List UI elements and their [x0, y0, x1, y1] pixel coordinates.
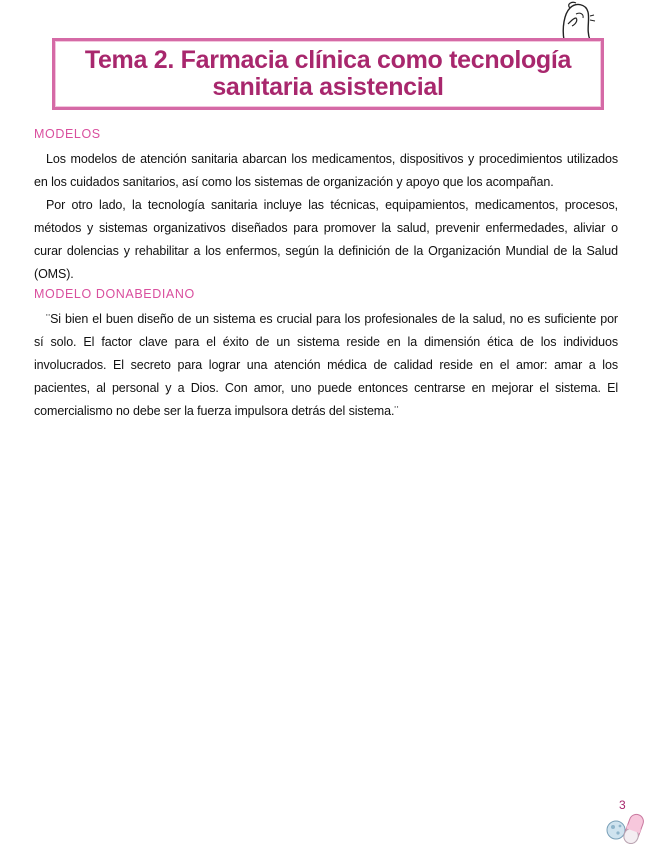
page-title-line-2: sanitaria asistencial: [212, 73, 444, 101]
section-modelo-donabediano: [34, 286, 618, 423]
section-heading: MODELOS: [34, 127, 101, 141]
paragraph: Por otro lado, la tecnología sanitaria incluye las técnicas, equipamientos, medicamentos, procesos, métodos y sistemas organizativos diseñados para promover la salud, prevenir enfermedades, aliviar o curar dolencias y rehabilitar a los enfermos, según la definición de la Organización Mundial de la Salud (OMS).: [34, 198, 618, 281]
page-number: 3: [619, 798, 626, 812]
paragraph: ¨Si bien el buen diseño de un sistema es crucial para los profesionales de la salud, no es suficiente por sí solo. El factor clave para el éxito de un sistema reside en la dimensión ética de los individuos involucrados. El secreto para lograr una atención médica de calidad reside en el amor: amar a los pacientes, al personal y a Dios. Con amor, uno puede entonces centrarse en mejorar el sistema. El comercialismo no debe ser la fuerza impulsora detrás del sistema.¨: [34, 312, 618, 418]
paragraph: Los modelos de atención sanitaria abarcan los medicamentos, dispositivos y procedimientos utilizados en los cuidados sanitarios, así como los sistemas de organización y apoyo que los acompañan.: [34, 152, 618, 189]
document-body: [34, 126, 618, 423]
page-title-line-1: Tema 2. Farmacia clínica como tecnología: [84, 46, 572, 74]
section-heading: MODELO DONABEDIANO: [34, 287, 195, 301]
pill-capsule-icon: [604, 806, 646, 846]
character-sketch-icon: [556, 0, 598, 42]
section-modelos: [34, 126, 618, 286]
title-frame: [52, 38, 604, 110]
